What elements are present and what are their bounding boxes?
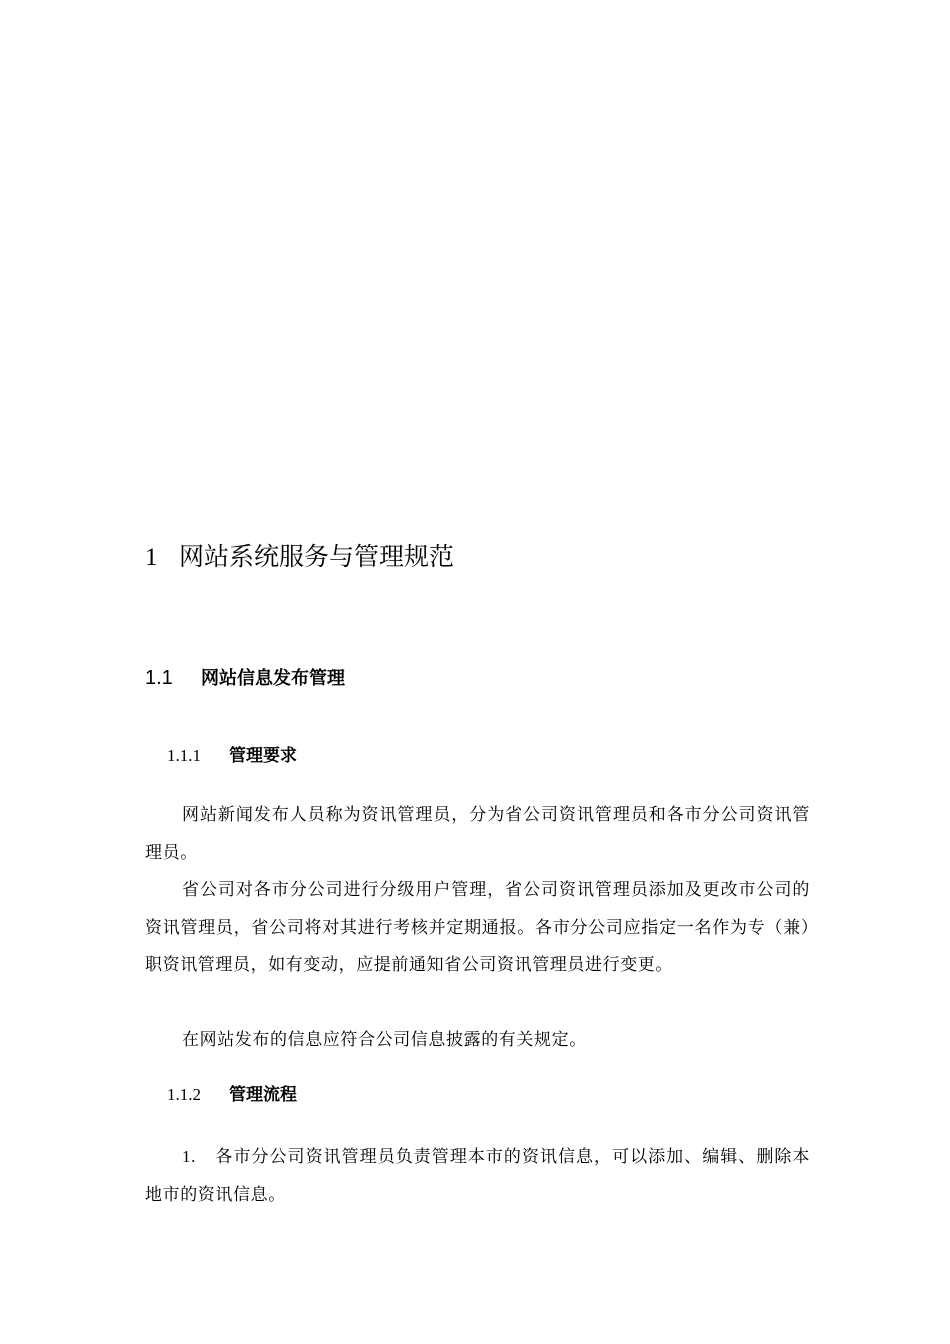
requirements-paragraph-2: 省公司对各市分公司进行分级用户管理，省公司资讯管理员添加及更改市公司的资讯管理员，省公司将对其进行考核并定期通报。各市分公司应指定一名作为专（兼）职资讯管理员，如有变动，应提前通知省公司资讯管理员进行变更。: [145, 880, 810, 975]
heading-requirements-number: 1.1.1: [167, 746, 201, 765]
heading-requirements-title: 管理要求: [229, 746, 297, 766]
heading-level-1: [145, 540, 454, 575]
heading-level-1-number: 1: [145, 544, 158, 571]
heading-requirements: [167, 741, 297, 766]
process-list-item-number: 1.: [182, 1147, 196, 1166]
heading-level-2: [145, 664, 345, 690]
heading-level-1-text: 网站系统服务与管理规范: [179, 542, 455, 571]
heading-process-title: 管理流程: [229, 1085, 297, 1105]
process-list-item-text: 各市分公司资讯管理员负责管理本市的资讯信息，可以添加、编辑、删除本地市的资讯信息。: [145, 1147, 810, 1205]
heading-process: [167, 1080, 297, 1105]
process-list-item: [145, 1138, 810, 1214]
requirements-paragraph-3: 在网站发布的信息应符合公司信息披露的有关规定。: [182, 1030, 587, 1050]
heading-level-2-number: 1.1: [145, 667, 173, 689]
heading-process-number: 1.1.2: [167, 1085, 201, 1104]
heading-level-2-text: 网站信息发布管理: [201, 668, 345, 689]
requirements-paragraph-1: 网站新闻发布人员称为资讯管理员，分为省公司资讯管理员和各市分公司资讯管理员。: [145, 805, 810, 863]
